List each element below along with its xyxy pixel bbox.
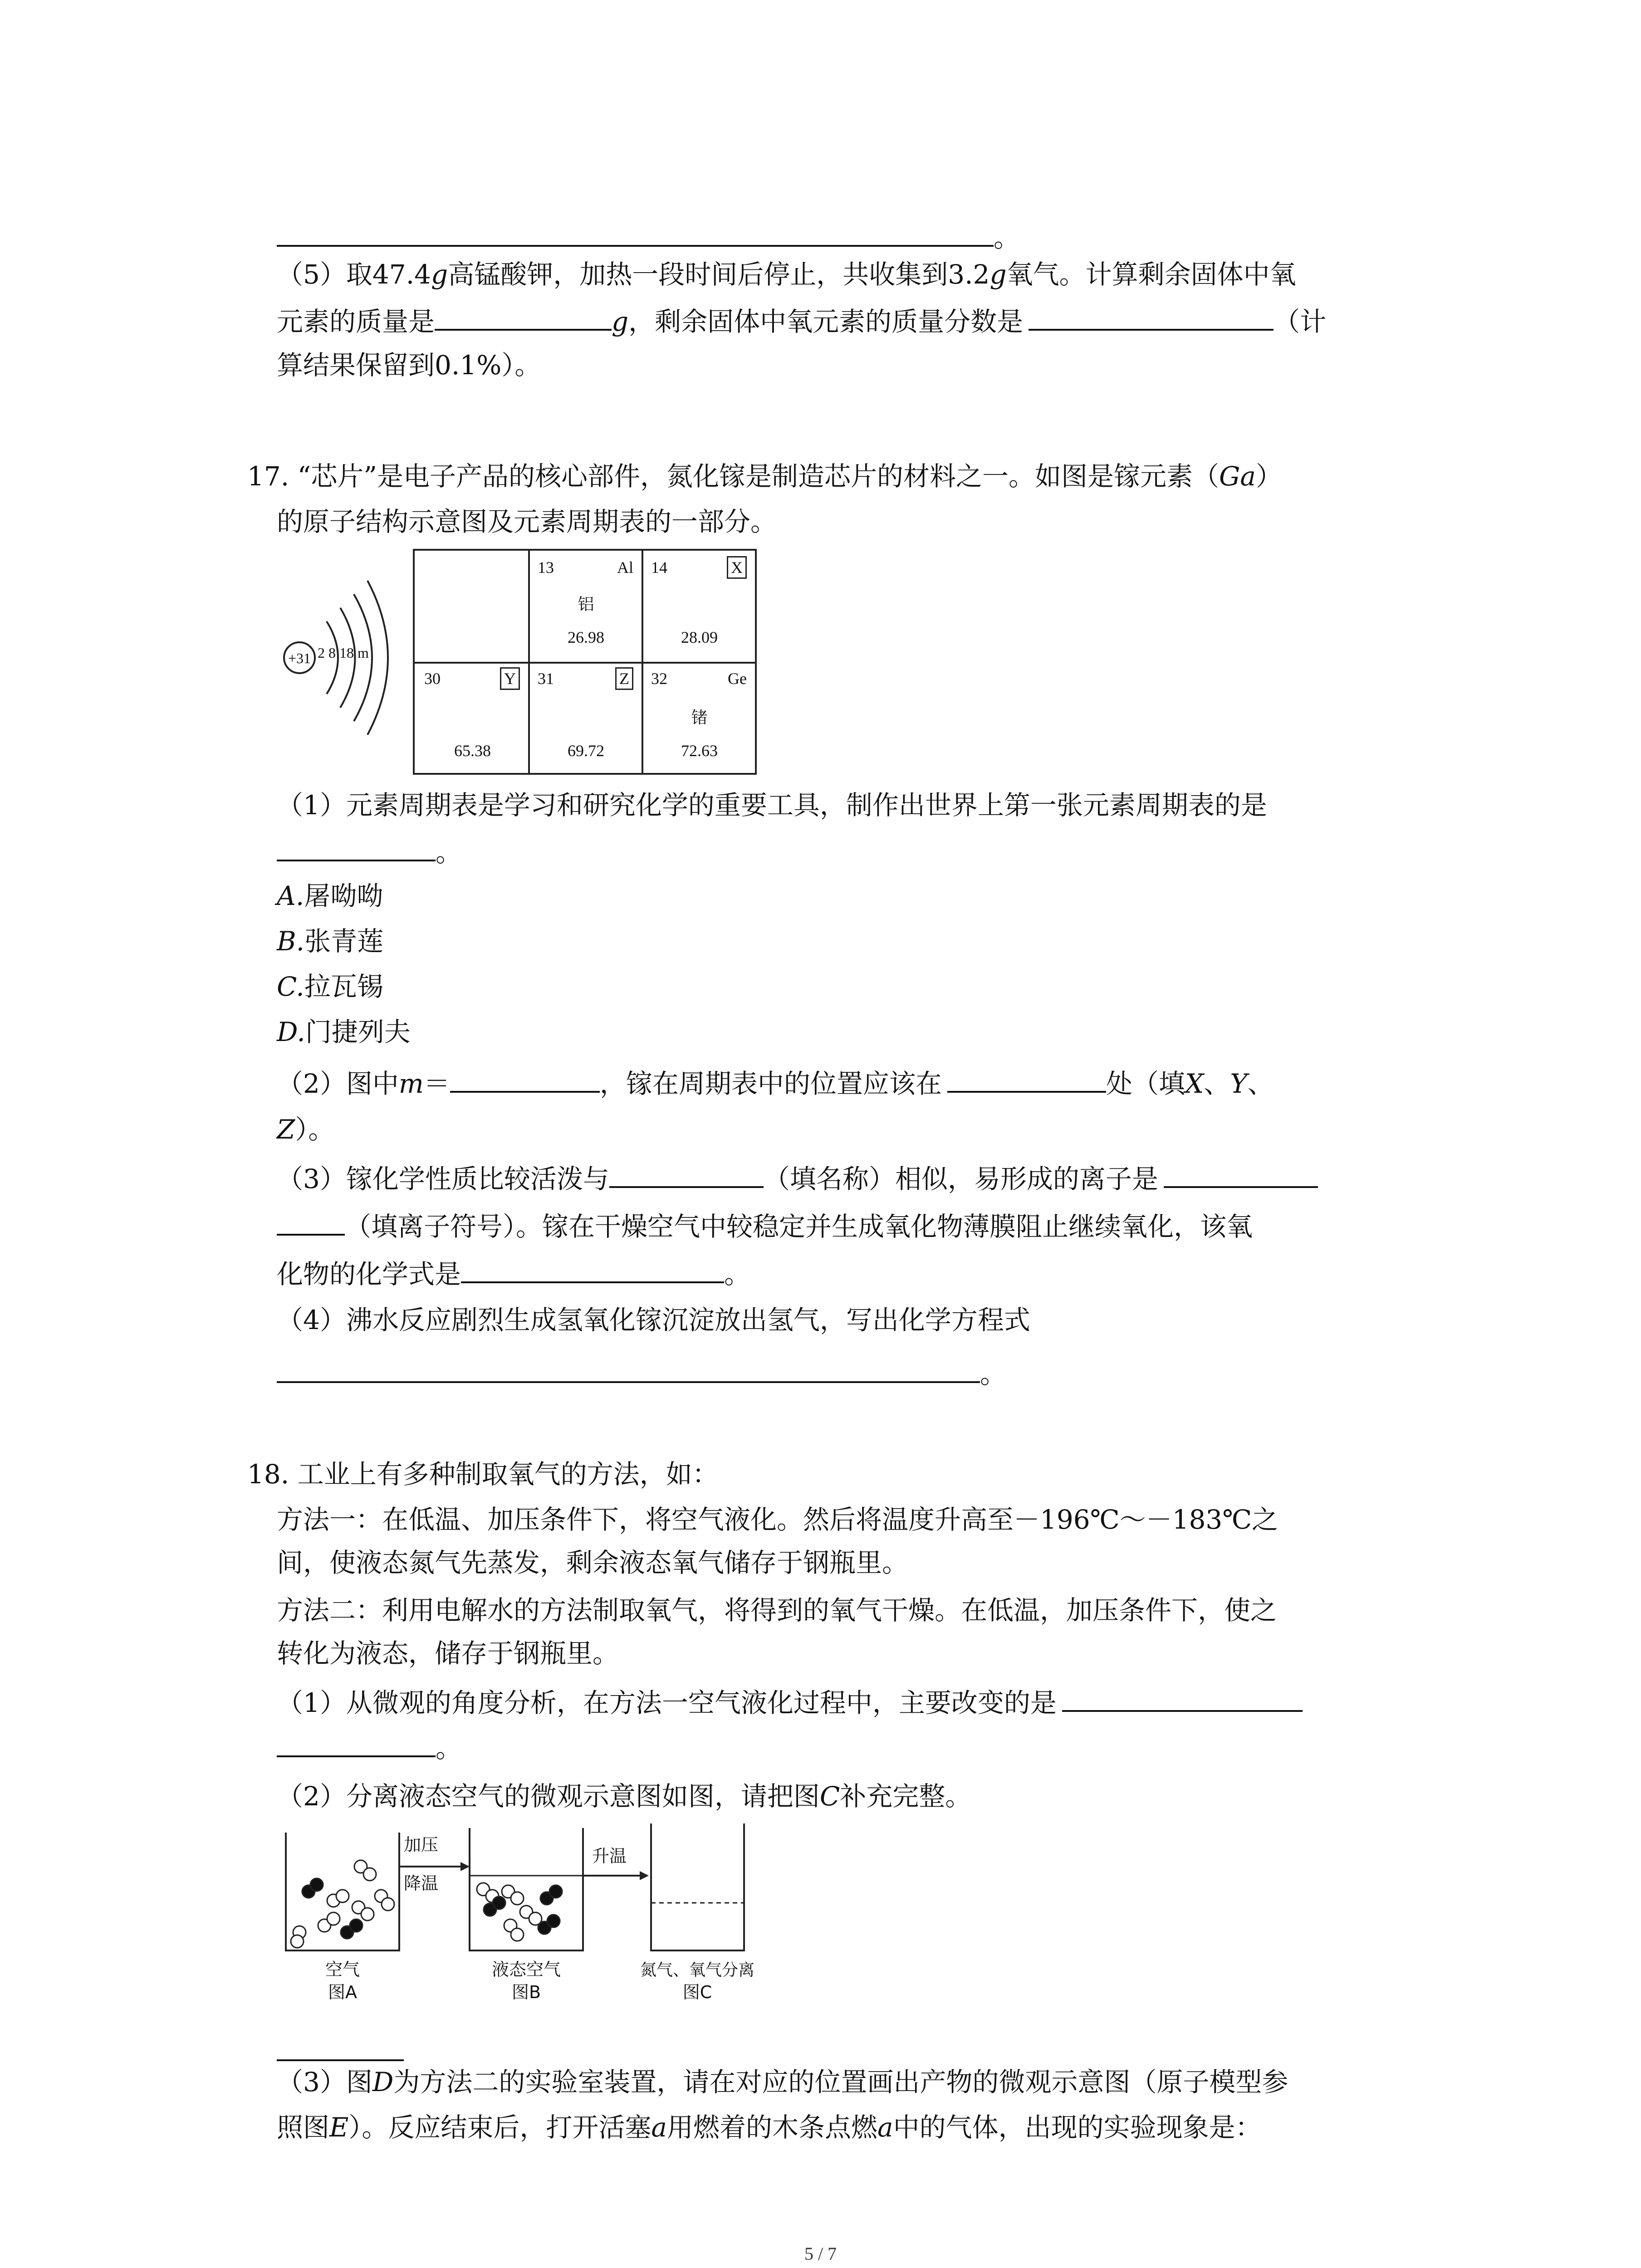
element-symbol: Ge [728,670,747,688]
text: 用燃着的木条点燃 [666,2112,877,2143]
text: ）。 [295,1114,335,1145]
atom-structure-diagram [272,567,408,739]
q17-part2-line2 [277,1111,334,1148]
punct: 。 [436,837,462,868]
text: ，镓在周期表中的位置应该在 [599,1068,942,1099]
unit-g: g [431,259,448,290]
punct: 。 [724,1259,751,1290]
element-cell-ge [648,666,750,768]
var-c: C [819,1781,840,1812]
caption-c-2: 图C [682,1982,712,2002]
atomic-mass: 65.38 [454,742,491,760]
arrow1-label-2: 降温 [404,1873,439,1893]
atomic-mass: 69.72 [568,742,604,760]
caption-a-2: 图A [328,1982,357,2002]
q17-part3-line1 [277,1159,1318,1197]
element-cell-y [421,666,524,768]
answer-blank[interactable] [277,1207,345,1236]
option-letter: C. [277,971,304,1002]
periodic-table-fragment [413,549,757,775]
answer-blank[interactable] [277,1728,436,1757]
q16-part5-line2 [277,302,1326,340]
caption-b-2: 图B [511,1982,541,2002]
atomic-number: 13 [538,558,554,577]
molecules-liquid-air [477,1883,562,1941]
q16-tail-line [277,218,1020,256]
q17-part4-line1 [277,1302,1030,1338]
text: 氧气。计算剩余固体中氧 [1006,259,1296,290]
shell-electrons: 2 8 18 m [318,645,369,661]
option-text: 张青莲 [304,926,384,957]
var-y: Y [1230,1068,1248,1099]
text: 为方法二的实验室装置，请在对应的位置画出产物的微观示意图（原子模型参 [393,2067,1288,2097]
molecules-air [291,1860,394,1948]
option-a[interactable] [277,878,383,914]
text: 元素的质量是 [277,306,435,337]
var-a: a [651,2112,667,2143]
q17-part1-line2 [277,832,462,870]
var-m: m [398,1068,424,1099]
text: （1）元素周期表是学习和研究化学的重要工具，制作出世界上第一张元素周期表的是 [277,790,1267,821]
text: 、 [1204,1068,1230,1099]
text: 、 [1247,1068,1274,1099]
var-x: X [1185,1068,1204,1099]
var-e: E [329,2112,349,2143]
caption-c-1: 氮气、氧气分离 [640,1961,755,1980]
q18-part3-line2 [277,2109,1262,2146]
caption-b-1: 液态空气 [491,1960,561,1980]
q18-method1-line2 [277,1545,908,1581]
atomic-mass: 28.09 [681,628,718,646]
page-number: 5 / 7 [804,2244,837,2264]
q17-part1-line1 [277,787,1267,823]
q18-part1-line1 [277,1683,1303,1721]
answer-blank[interactable] [277,832,436,861]
text: （计 [1274,306,1327,337]
text: （填离子符号）。镓在干燥空气中较稳定并生成氧化物薄膜阻止继续氧化，该氧 [345,1211,1253,1242]
text: ） [1255,461,1282,492]
text: （2）图中 [277,1068,399,1099]
q16-part5-line3 [277,347,541,383]
option-d[interactable] [277,1014,411,1050]
var-a: a [877,2112,893,2143]
answer-blank[interactable] [1029,302,1274,331]
var-z: Z [277,1114,295,1145]
arrow1-label-1: 加压 [404,1835,439,1855]
text: （填名称）相似，易形成的离子是 [763,1163,1158,1194]
q16-part5-line1 [277,256,1296,293]
text: ）。反应结束后，打开活塞 [348,2112,652,2143]
nucleus-charge: +31 [288,650,311,666]
punct: 。 [436,1733,462,1764]
answer-blank[interactable] [277,2032,404,2061]
arrow2-label: 升温 [592,1846,627,1866]
element-cell-z [535,666,637,768]
option-text: 拉瓦锡 [304,971,383,1002]
q18-part2-line [277,1778,971,1814]
answer-blank[interactable] [609,1159,764,1188]
text: 算结果保留到0.1%）。 [277,350,541,381]
option-text: 屠呦呦 [304,880,383,911]
element-cell-al [535,555,637,657]
var-d: D [372,2067,394,2097]
answer-blank[interactable] [947,1064,1106,1093]
text: 转化为液态，储存于钢瓶里。 [277,1638,619,1669]
option-letter: D. [277,1017,305,1047]
answer-blank[interactable] [450,1064,600,1093]
text: ，剩余固体中氧元素的质量分数是 [628,306,1024,337]
element-name: 铝 [578,595,594,614]
unit-g: g [612,306,629,337]
text: 化物的化学式是 [277,1259,461,1290]
option-text: 门捷列夫 [305,1017,411,1047]
element-symbol: Al [617,558,633,577]
punct: 。 [994,222,1020,253]
text: 17. “芯片”是电子产品的核心部件，氮化镓是制造芯片的材料之一。如图是镓元素（ [247,461,1219,492]
answer-blank[interactable] [435,302,612,331]
option-letter: B. [277,926,305,957]
text: 的原子结构示意图及元素周期表的一部分。 [277,506,777,537]
q17-part2-line1 [277,1064,1274,1102]
atomic-number: 31 [538,670,554,688]
q18-part3-line1 [277,2064,1288,2100]
text: 18. 工业上有多种制取氧气的方法，如： [247,1459,719,1490]
unknown-symbol-x: X [727,556,747,579]
option-b[interactable] [277,923,383,959]
text: 间，使液态氮气先蒸发，剩余液态氧气储存于钢瓶里。 [277,1547,909,1578]
answer-blank[interactable] [1164,1159,1318,1188]
element-name: 锗 [691,709,708,727]
text: Ga [1219,461,1256,492]
q18-part1-line2 [277,1728,462,1766]
q17-part4-line2 [277,1354,1006,1392]
atomic-mass: 72.63 [681,742,718,760]
answer-blank[interactable] [461,1254,724,1283]
punct: 。 [980,1359,1007,1389]
caption-a-1: 空气 [325,1960,360,1980]
text: （3）图 [277,2067,372,2097]
option-letter: A. [277,880,304,911]
container-c [651,1823,744,1950]
answer-blank[interactable] [277,1354,980,1383]
text: ＝ [423,1068,450,1099]
q18-intro [247,1456,719,1492]
unknown-symbol-z: Z [615,667,633,690]
answer-blank[interactable] [277,218,994,247]
q18-method1-line1 [277,1501,1278,1538]
atomic-number: 30 [424,670,441,688]
text: 中的气体，出现的实验现象是： [893,2112,1262,2143]
q17-part3-line2 [277,1207,1253,1245]
q17-intro-line1 [247,458,1282,494]
text: （3）镓化学性质比较活泼与 [277,1163,609,1194]
text: 方法二：利用电解水的方法制取氧气，将得到的氧气干燥。在低温，加压条件下，使之 [277,1595,1277,1626]
element-cell-x [648,555,750,657]
atomic-number: 32 [651,670,667,688]
text: （2）分离液态空气的微观示意图如图，请把图 [277,1781,820,1812]
text: 高锰酸钾，加热一段时间后停止，共收集到3.2 [448,259,990,290]
text: （4）沸水反应剧烈生成氢氧化镓沉淀放出氢气，写出化学方程式 [277,1305,1030,1335]
unknown-symbol-y: Y [500,667,520,690]
shell-arc-4 [367,581,388,735]
unit-g: g [989,259,1007,290]
atomic-mass: 26.98 [568,628,604,646]
text: （5）取47.4 [277,259,431,290]
text: 照图 [277,2112,330,2143]
text: （1）从微观的角度分析，在方法一空气液化过程中，主要改变的是 [277,1687,1057,1718]
text: 处（填 [1106,1068,1185,1099]
q18-method2-line1 [277,1592,1277,1628]
q17-part3-line3 [277,1254,750,1292]
liquid-air-separation-figure [281,1823,780,2019]
q17-intro-line2 [277,503,777,540]
atomic-number: 14 [651,558,667,577]
text: 补充完整。 [840,1781,972,1812]
q18-method2-line2 [277,1635,619,1672]
answer-blank[interactable] [1062,1683,1303,1712]
option-c[interactable] [277,968,383,1005]
text: 方法一：在低温、加压条件下，将空气液化。然后将温度升高至－196℃～－183℃之 [277,1504,1279,1535]
